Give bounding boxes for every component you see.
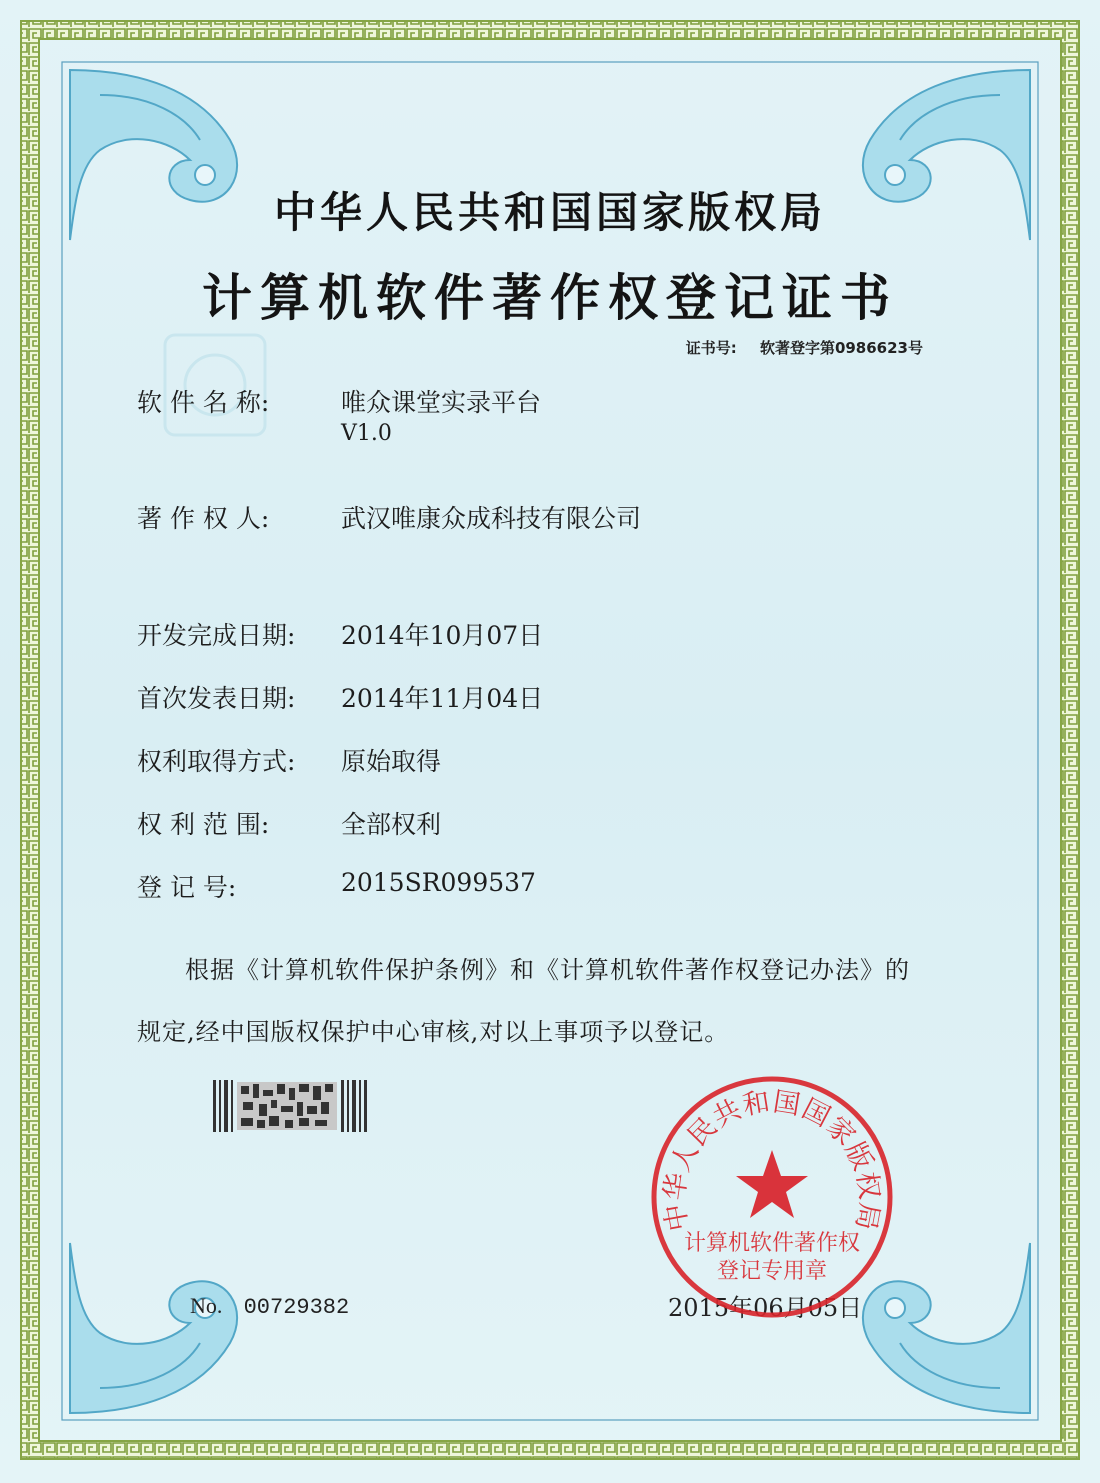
statement-line-2: 规定,经中国版权保护中心审核,对以上事项予以登记。 [137, 1018, 730, 1046]
rights-scope-field [137, 805, 441, 841]
official-seal-icon [647, 1072, 897, 1322]
publication-date-value: 2014年11月04日 [340, 684, 544, 713]
software-name-value: 唯众课堂实录平台 [340, 388, 541, 417]
svg-text:中华人民共和国国家版权局: 中华人民共和国国家版权局 [659, 1086, 885, 1234]
copyright-owner-value: 武汉唯康众成科技有限公司 [340, 504, 641, 533]
certificate-title: 计算机软件著作权登记证书 [202, 269, 898, 327]
publication-date-field [137, 679, 543, 715]
issuing-authority-title: 中华人民共和国国家版权局 [273, 188, 826, 237]
development-date-field [137, 616, 543, 652]
rights-scope-value: 全部权利 [340, 810, 441, 839]
svg-text:计算机软件著作权: 计算机软件著作权 [683, 1231, 861, 1256]
corner-ornament-bottom-left [70, 1243, 237, 1413]
barcode-icon [213, 1080, 368, 1132]
copyright-owner-field [137, 499, 641, 535]
serial-value: 00729382 [243, 1295, 350, 1320]
software-version: V1.0 [340, 421, 392, 446]
development-date-label: 开发完成日期: [137, 621, 296, 650]
registration-number-value: 2015SR099537 [340, 868, 536, 897]
software-name-value-group [341, 383, 541, 446]
rights-acquisition-field [137, 742, 441, 778]
software-name-label: 软 件 名 称: [137, 388, 270, 417]
rights-acquisition-value: 原始取得 [340, 747, 441, 776]
rights-scope-label: 权 利 范 围: [137, 810, 270, 839]
svg-text:登记专用章: 登记专用章 [716, 1259, 828, 1284]
registration-number-field [137, 868, 536, 904]
certificate-number-value: 软著登字第0986623号 [759, 339, 923, 357]
certificate-number [686, 337, 923, 358]
serial-number [190, 1293, 349, 1320]
rights-acquisition-label: 权利取得方式: [137, 747, 296, 776]
statement-line-1: 根据《计算机软件保护条例》和《计算机软件著作权登记办法》的 [185, 956, 910, 984]
serial-prefix: No. [190, 1293, 223, 1318]
registration-number-label: 登 记 号: [137, 873, 237, 902]
development-date-value: 2014年10月07日 [340, 621, 544, 650]
issue-date: 2015年06月05日 [668, 1294, 863, 1322]
publication-date-label: 首次发表日期: [137, 684, 296, 713]
certificate-number-label: 证书号: [685, 339, 737, 357]
copyright-owner-label: 著 作 权 人: [137, 504, 270, 533]
software-name-field [137, 383, 541, 446]
